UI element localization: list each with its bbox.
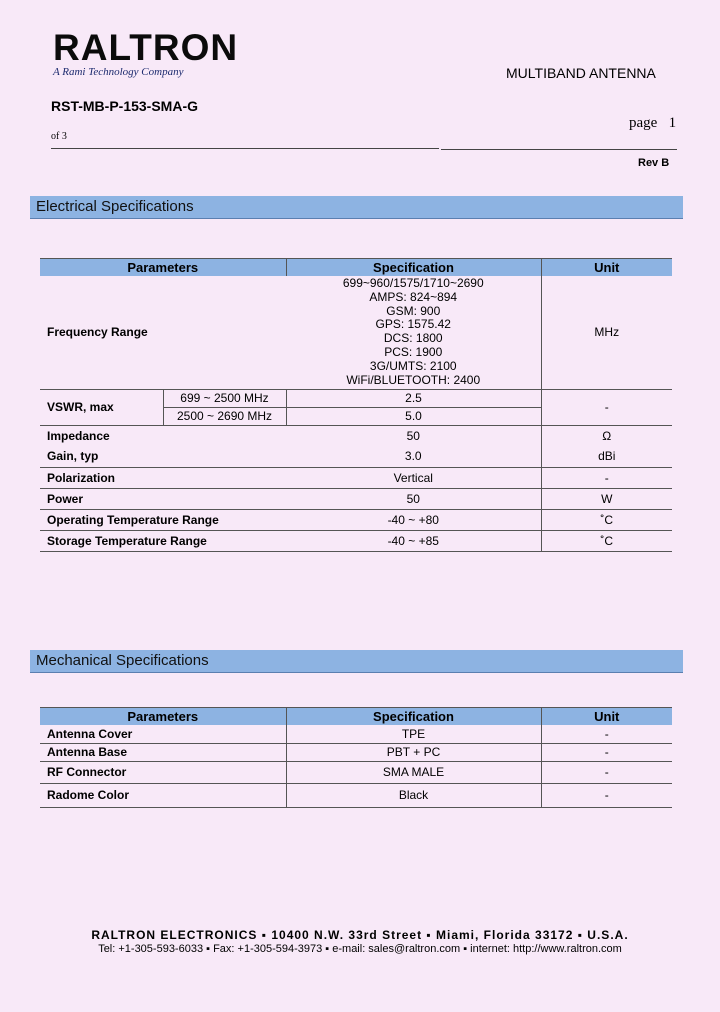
document-title: MULTIBAND ANTENNA xyxy=(506,65,656,81)
param-antenna-base: Antenna Base xyxy=(47,745,128,759)
param-vswr: VSWR, max xyxy=(47,400,114,414)
freq-line: DCS: 1800 xyxy=(383,331,443,346)
freq-line: GPS: 1575.42 xyxy=(375,317,451,332)
page-indicator xyxy=(629,115,676,132)
unit-impedance: Ω xyxy=(541,425,672,446)
param-radome-color: Radome Color xyxy=(47,788,130,802)
company-logo: RALTRON xyxy=(53,27,239,68)
spec-power: 50 xyxy=(406,491,420,506)
column-header-unit: Unit xyxy=(541,708,672,726)
param-operating-temperature: Operating Temperature Range xyxy=(47,512,219,527)
freq-line: GSM: 900 xyxy=(386,303,441,318)
spec-antenna-base: PBT + PC xyxy=(286,743,541,761)
header-divider-right xyxy=(441,149,677,150)
column-header-parameters: Parameters xyxy=(40,259,286,277)
table-header-row xyxy=(40,259,672,277)
column-header-parameters: Parameters xyxy=(40,708,286,726)
vswr-range-1: 699 ~ 2500 MHz xyxy=(163,389,286,407)
table-row-vswr-1 xyxy=(40,389,672,407)
footer-address: RALTRON ELECTRONICS ▪ 10400 N.W. 33rd Street ▪ Miami, Florida 33172 ▪ U.S.A. xyxy=(91,928,629,942)
table-row xyxy=(40,530,672,551)
freq-line: 3G/UMTS: 2100 xyxy=(369,358,457,373)
table-row xyxy=(40,743,672,761)
table-row-frequency xyxy=(40,276,672,389)
table-row xyxy=(40,488,672,509)
param-power: Power xyxy=(47,491,84,506)
revision-label: Rev B xyxy=(638,157,670,169)
page-total: of 3 xyxy=(51,131,67,142)
param-gain: Gain, typ xyxy=(47,449,99,464)
unit-operating-temperature: ˚C xyxy=(541,509,672,530)
unit-frequency: MHz xyxy=(541,276,672,389)
spec-antenna-cover: TPE xyxy=(286,725,541,743)
freq-line: 699~960/1575/1710~2690 xyxy=(342,276,484,290)
unit-vswr: - xyxy=(541,389,672,425)
spec-frequency-bands xyxy=(286,276,541,389)
electrical-spec-table xyxy=(40,258,672,552)
param-rf-connector: RF Connector xyxy=(47,765,127,779)
vswr-value-1: 2.5 xyxy=(286,389,541,407)
spec-polarization: Vertical xyxy=(393,470,433,485)
company-tagline: A Rami Technology Company xyxy=(53,66,184,78)
table-row xyxy=(40,425,672,446)
freq-line: WiFi/BLUETOOTH: 2400 xyxy=(346,372,481,387)
table-row xyxy=(40,783,672,807)
unit-rf-connector: - xyxy=(541,761,672,783)
column-header-specification: Specification xyxy=(286,708,541,726)
spec-storage-temperature: -40 ~ +85 xyxy=(387,533,439,548)
freq-line: PCS: 1900 xyxy=(384,344,443,359)
freq-line: AMPS: 824~894 xyxy=(369,289,458,304)
table-row xyxy=(40,446,672,467)
table-row xyxy=(40,509,672,530)
spec-rf-connector: SMA MALE xyxy=(286,761,541,783)
unit-storage-temperature: ˚C xyxy=(541,530,672,551)
spec-operating-temperature: -40 ~ +80 xyxy=(387,512,439,527)
electrical-section-title: Electrical Specifications xyxy=(36,198,194,215)
param-antenna-cover: Antenna Cover xyxy=(47,726,133,741)
spec-impedance: 50 xyxy=(406,428,420,443)
unit-antenna-cover: - xyxy=(541,725,672,743)
table-header-row xyxy=(40,708,672,726)
spec-radome-color: Black xyxy=(286,783,541,807)
param-impedance: Impedance xyxy=(47,428,110,443)
part-number: RST-MB-P-153-SMA-G xyxy=(51,98,199,114)
unit-antenna-base: - xyxy=(541,743,672,761)
unit-power: W xyxy=(541,488,672,509)
column-header-specification: Specification xyxy=(286,259,541,277)
page-number: 1 xyxy=(668,115,677,131)
spec-gain: 3.0 xyxy=(404,449,422,464)
unit-polarization: - xyxy=(541,467,672,488)
mechanical-section-title: Mechanical Specifications xyxy=(36,652,209,669)
footer-contact: Tel: +1-305-593-6033 ▪ Fax: +1-305-594-3973 ▪ e-mail: sales@raltron.com ▪ internet: http://www.raltron.com xyxy=(98,943,622,955)
param-storage-temperature: Storage Temperature Range xyxy=(47,533,207,548)
header-divider-left xyxy=(51,148,439,149)
page-label: page xyxy=(629,115,658,131)
column-header-unit: Unit xyxy=(541,259,672,277)
unit-gain: dBi xyxy=(541,446,672,467)
mechanical-section-header xyxy=(30,650,683,673)
vswr-value-2: 5.0 xyxy=(286,407,541,425)
table-row xyxy=(40,467,672,488)
param-frequency-range: Frequency Range xyxy=(47,325,148,340)
mechanical-spec-table xyxy=(40,707,672,808)
table-row xyxy=(40,761,672,783)
unit-radome-color: - xyxy=(541,783,672,807)
electrical-section-header xyxy=(30,196,683,219)
table-row xyxy=(40,725,672,743)
vswr-range-2: 2500 ~ 2690 MHz xyxy=(163,407,286,425)
param-polarization: Polarization xyxy=(47,470,116,485)
